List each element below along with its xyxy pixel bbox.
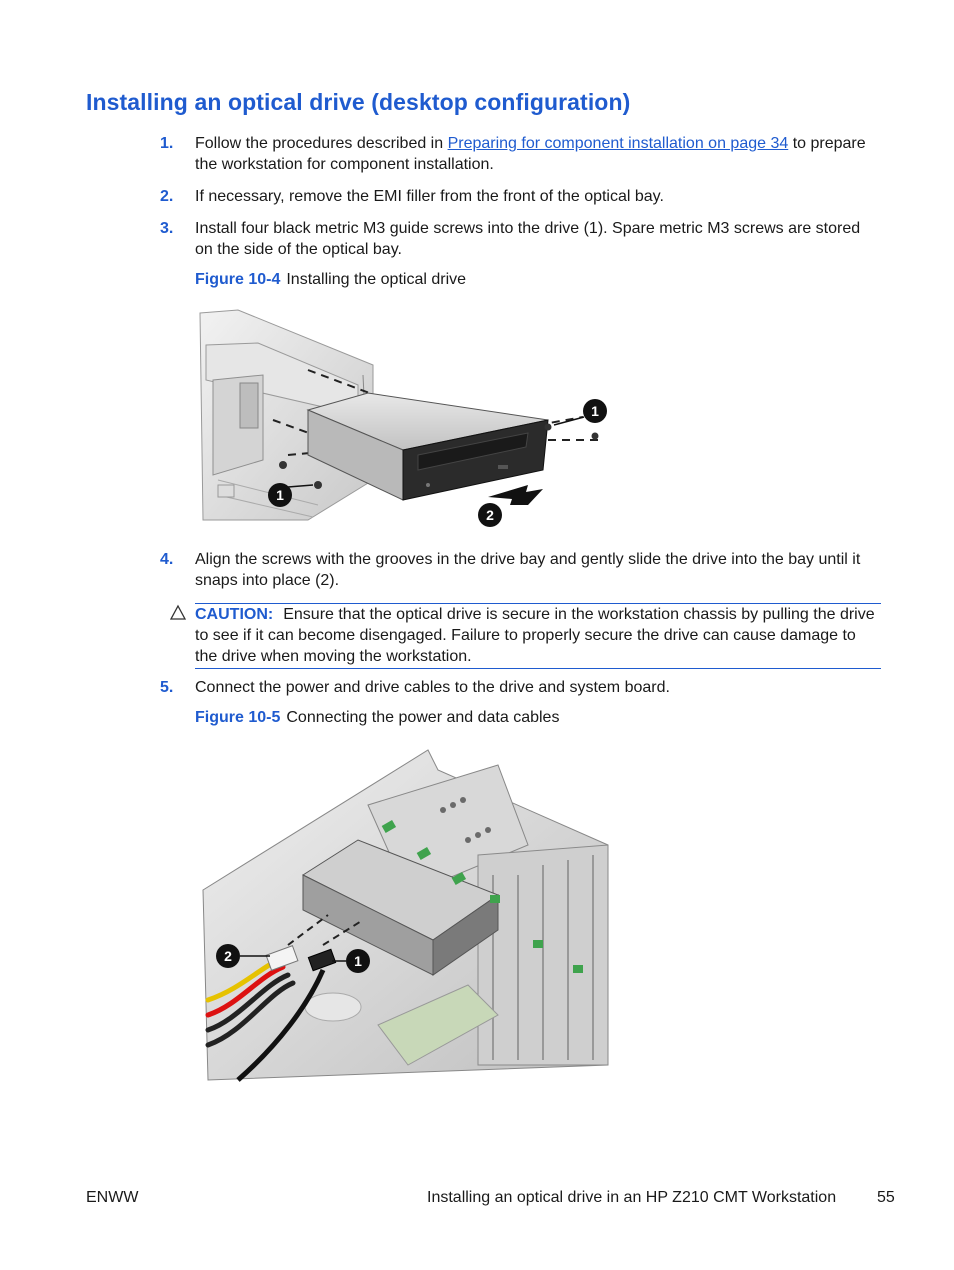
caution-box bbox=[195, 603, 881, 669]
push-arrow-icon bbox=[488, 485, 543, 505]
step-text-after: to prepare the workstation for component installation. bbox=[195, 135, 866, 173]
step-4 bbox=[160, 549, 882, 591]
step-number: 4. bbox=[160, 551, 174, 568]
figure-number: Figure 10-4 bbox=[195, 271, 281, 288]
figure-title: Connecting the power and data cables bbox=[286, 709, 560, 726]
cable-connection-figure bbox=[198, 745, 613, 1085]
section-heading: Installing an optical drive (desktop configuration) bbox=[86, 89, 631, 115]
step-text: Install four black metric M3 guide screws into the drive (1). Spare metric M3 screws are stored on the side of the optical bay. bbox=[195, 220, 861, 258]
svg-text:2: 2 bbox=[224, 948, 232, 964]
step-text bbox=[195, 133, 882, 175]
step-text: If necessary, remove the EMI filler from the front of the optical bay. bbox=[195, 188, 664, 205]
step-3 bbox=[160, 218, 882, 260]
svg-text:1: 1 bbox=[591, 403, 599, 419]
cross-reference-link[interactable]: Preparing for component installation on page 34 bbox=[447, 135, 789, 152]
step-text: Connect the power and drive cables to the drive and system board. bbox=[195, 679, 670, 696]
step-2 bbox=[160, 186, 882, 207]
step-5 bbox=[160, 677, 882, 698]
callout-2 bbox=[216, 944, 240, 968]
footer-left: ENWW bbox=[86, 1189, 139, 1206]
step-number: 3. bbox=[160, 220, 174, 237]
step-number: 1. bbox=[160, 135, 174, 152]
step-1 bbox=[160, 133, 882, 175]
caution-text: Ensure that the optical drive is secure in the workstation chassis by pulling the drive to see if it can become disengaged. Failure to properly secure the drive can cause damage to the drive when moving the workstation. bbox=[195, 606, 875, 665]
optical-drive-install-figure bbox=[198, 305, 608, 530]
figure-caption-2 bbox=[195, 709, 559, 727]
step-text-before: Follow the procedures described in bbox=[195, 135, 448, 152]
callout-1 bbox=[346, 949, 370, 973]
svg-text:2: 2 bbox=[486, 507, 494, 523]
svg-text:1: 1 bbox=[276, 487, 284, 503]
caution-triangle-icon bbox=[169, 604, 187, 622]
figure-caption-1 bbox=[195, 271, 466, 289]
footer-title: Installing an optical drive in an HP Z210 CMT Workstation bbox=[427, 1189, 837, 1206]
step-number: 5. bbox=[160, 679, 174, 696]
page-number: 55 bbox=[877, 1189, 895, 1206]
caution-label: CAUTION: bbox=[195, 606, 274, 623]
svg-text:1: 1 bbox=[354, 953, 362, 969]
step-number: 2. bbox=[160, 188, 174, 205]
figure-title: Installing the optical drive bbox=[286, 271, 467, 288]
step-text: Align the screws with the grooves in the drive bay and gently slide the drive into the bay until it snaps into place (2). bbox=[195, 551, 861, 589]
callout-2 bbox=[478, 503, 502, 527]
figure-number: Figure 10-5 bbox=[195, 709, 281, 726]
callout-1a bbox=[583, 399, 607, 423]
